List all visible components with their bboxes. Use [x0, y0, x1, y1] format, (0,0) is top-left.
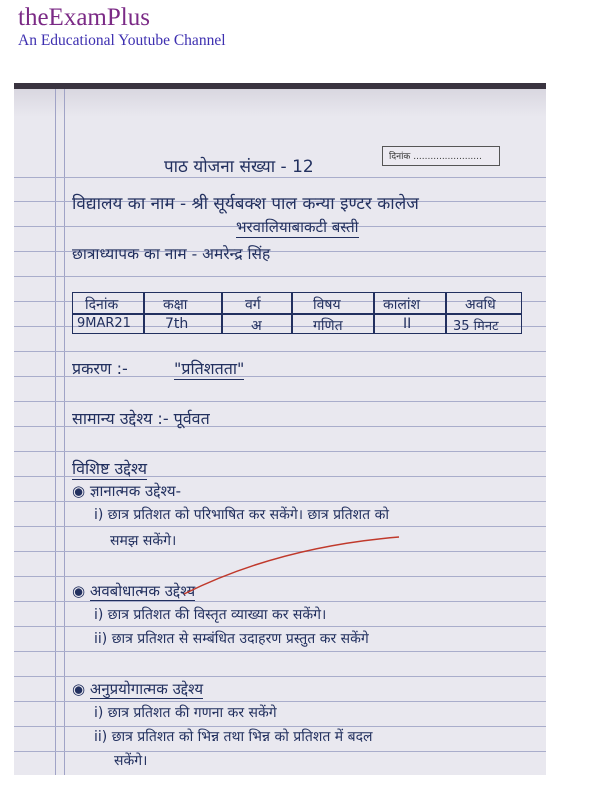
application-objective-heading: ◉ अनुप्रयोगात्मक उद्देश्य [72, 680, 204, 698]
understanding-objective-label: अवबोधात्मक उद्देश्य [89, 582, 196, 600]
table-header: कक्षा [163, 297, 188, 313]
brand-subtitle: An Educational Youtube Channel [18, 32, 226, 49]
teacher-name: छात्राध्यापक का नाम - अमरेन्द्र सिंह [72, 245, 271, 263]
general-objective: सामान्य उद्देश्य :- पूर्ववत [72, 409, 210, 428]
application-objective-2: ii) छात्र प्रतिशत को भिन्न तथा भिन्न को प्रतिशत में बदल [94, 729, 373, 745]
knowledge-objective-1-cont: समझ सकेंगे। [110, 533, 177, 549]
lesson-plan-heading: पाठ योजना संख्या - 12 [164, 157, 314, 177]
school-address: भरवालियाबाकटी बस्ती [236, 218, 359, 236]
topic-label: प्रकरण :- [72, 359, 128, 378]
table-header: कालांश [383, 297, 421, 313]
understanding-objective-heading: ◉ अवबोधात्मक उद्देश्य [72, 582, 196, 600]
table-cell: 35 मिनट [453, 319, 499, 334]
knowledge-objective-label: ज्ञानात्मक उद्देश्य- [89, 482, 182, 500]
teacher-red-pen-mark [14, 89, 546, 775]
knowledge-objective-1: i) छात्र प्रतिशत को परिभाषित कर सकेंगे। छात्र प्रतिशत को [94, 507, 389, 523]
knowledge-objective-heading: ◉ ज्ञानात्मक उद्देश्य- [72, 482, 182, 500]
table-header: अवधि [465, 297, 496, 313]
understanding-objective-1: i) छात्र प्रतिशत की विस्तृत व्याख्या कर सकेंगे। [94, 607, 327, 623]
specific-objectives-heading: विशिष्ट उद्देश्य [72, 459, 148, 478]
notebook-page-photo [14, 83, 546, 775]
table-cell: अ [251, 318, 262, 334]
application-objective-1: i) छात्र प्रतिशत की गणना कर सकेंगे [94, 705, 277, 721]
table-header: वर्ग [245, 297, 261, 313]
date-box: दिनांक ........................ [382, 146, 500, 166]
channel-branding [18, 4, 226, 50]
topic-title: "प्रतिशतता" [174, 359, 245, 378]
table-header: दिनांक [85, 297, 119, 313]
table-cell: II [403, 316, 412, 332]
table-cell: 9MAR21 [77, 316, 131, 331]
brand-title: theExamPlus [18, 4, 150, 31]
understanding-objective-2: ii) छात्र प्रतिशत से सम्बंधित उदाहरण प्रस्तुत कर सकेंगे [94, 631, 369, 647]
table-cell: गणित [313, 318, 343, 334]
table-cell: 7th [165, 316, 189, 332]
application-objective-label: अनुप्रयोगात्मक उद्देश्य [89, 680, 204, 698]
school-name: विद्यालय का नाम - श्री सूर्यबक्श पाल कन्या इण्टर कालेज [72, 194, 419, 214]
application-objective-2-cont: सकेंगे। [114, 753, 148, 769]
table-header: विषय [313, 297, 341, 313]
